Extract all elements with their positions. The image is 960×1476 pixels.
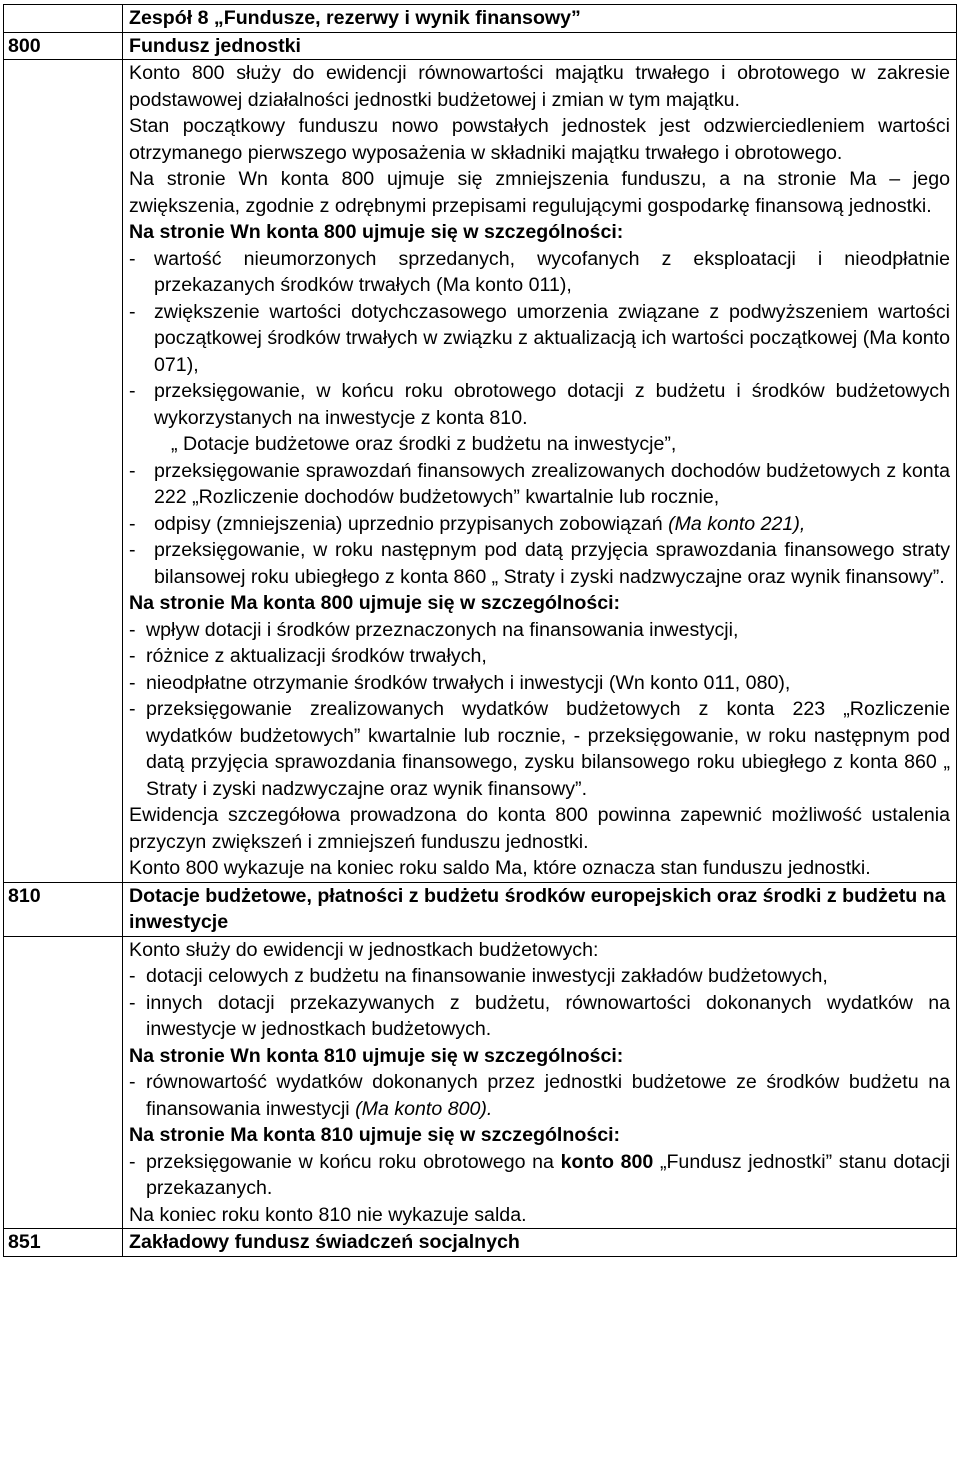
account-800-wn-item-text: odpisy (zmniejszenia) uprzednio przypisanych zobowiązań bbox=[154, 512, 663, 535]
account-810-ma-item-text: przeksięgowanie w końcu roku obrotowego na bbox=[146, 1150, 554, 1173]
account-800-ma-item-text: nieodpłatne otrzymanie środków trwałych i inwestycji (Wn konto 011, 080), bbox=[146, 671, 791, 694]
account-810-ma-item: - przeksięgowanie w końcu roku obrotowego na konto 800 „Fundusz jednostki” stanu dotacji przekazanych. bbox=[129, 1150, 950, 1199]
account-800-wn-item-text: zwiększenie wartości dotychczasowego umorzenia związane z podwyższeniem wartości początkowej środków trwałych w związku z aktualizacją ich wartości początkowej (Ma konto 071), bbox=[154, 300, 950, 376]
account-800-wn-item: - przeksięgowanie sprawozdań finansowych zrealizowanych dochodów budżetowych z konta 222 „Rozliczenie dochodów budżetowych” kwartalnie lub rocznie, bbox=[129, 458, 950, 511]
account-810-wn-item-reference: (Ma konto 800). bbox=[355, 1097, 493, 1120]
account-800-ma-item: - nieodpłatne otrzymanie środków trwałych i inwestycji (Wn konto 011, 080), bbox=[129, 670, 950, 697]
group-title: Zespół 8 „Fundusze, rezerwy i wynik finansowy” bbox=[123, 5, 957, 33]
account-800-ma-item: - różnice z aktualizacji środków trwałych, bbox=[129, 643, 950, 670]
account-810-wn-item: - równowartość wydatków dokonanych przez jednostki budżetowe ze środków budżetu na finansowania inwestycji (Ma konto 800). bbox=[129, 1071, 950, 1120]
account-800-wn-item-text: przeksięgowanie sprawozdań finansowych zrealizowanych dochodów budżetowych z konta 222 „Rozliczenie dochodów budżetowych” kwartalnie lub rocznie, bbox=[154, 459, 950, 508]
account-810-wn-item-text: równowartość wydatków dokonanych przez jednostki budżetowe ze środków budżetu na finansowania inwestycji bbox=[146, 1071, 950, 1120]
account-800-wn-item: - przeksięgowanie, w roku następnym pod datą przyjęcia sprawozdania finansowego straty bilansowej roku ubiegłego z konta 860 „ Straty i zyski nadzwyczajne oraz wynik finansowy”. bbox=[129, 537, 950, 590]
account-851-number: 851 bbox=[4, 1229, 123, 1257]
account-851-title: Zakładowy fundusz świadczeń socjalnych bbox=[123, 1229, 957, 1257]
account-800-wn-item: - odpisy (zmniejszenia) uprzednio przypisanych zobowiązań (Ma konto 221), bbox=[129, 512, 806, 535]
account-810-body-row bbox=[4, 936, 957, 1229]
account-851-header-row bbox=[4, 1229, 957, 1257]
account-800-wn-item-text: przeksięgowanie, w roku następnym pod datą przyjęcia sprawozdania finansowego straty bilansowej roku ubiegłego z konta 860 „ Straty i zyski nadzwyczajne oraz wynik finansowy”. bbox=[154, 539, 950, 588]
account-800-purpose-paragraph: Konto 800 służy do ewidencji równowartości majątku trwałego i obrotowego w zakresie podstawowej działalności jednostki budżetowej i zmian w tym majątku. bbox=[129, 62, 950, 111]
account-800-ma-item: - wpływ dotacji i środków przeznaczonych na finansowania inwestycji, bbox=[129, 617, 950, 644]
account-800-ma-item-text: różnice z aktualizacji środków trwałych, bbox=[146, 645, 487, 667]
account-800-wn-subline: „ Dotacje budżetowe oraz środki z budżetu na inwestycje”, bbox=[171, 433, 677, 455]
account-810-intro-item-text: innych dotacji przekazywanych z budżetu, równowartości dokonanych wydatków na inwestycje w jednostkach budżetowych. bbox=[146, 991, 950, 1040]
account-810-title: Dotacje budżetowe, płatności z budżetu środków europejskich oraz środki z budżetu na inwestycje bbox=[123, 882, 957, 936]
account-800-wn-heading: Na stronie Wn konta 800 ujmuje się w szczególności: bbox=[129, 221, 624, 243]
account-800-detail-paragraph: Ewidencja szczegółowa prowadzona do konta 800 powinna zapewnić możliwość ustalenia przyczyn zwiększeń i zmniejszeń funduszu jednostki. bbox=[129, 804, 950, 853]
account-800-description bbox=[123, 60, 957, 883]
account-800-ma-item: - przeksięgowanie zrealizowanych wydatków budżetowych z konta 223 „Rozliczenie wydatków budżetowych” kwartalnie lub rocznie, - przeksięgowanie, w roku następnym pod datą przyjęcia sprawozdania finansowego, zysku bilansowego roku ubiegłego z konta 860 „ Straty i zyski nadzwyczajne oraz wynik finansowy”. bbox=[129, 696, 950, 802]
account-810-ma-item-account: konto 800 bbox=[560, 1150, 654, 1173]
account-800-wn-item: - przeksięgowanie, w końcu roku obrotowego dotacji z budżetu i środków budżetowych wykorzystanych na inwestycje z konta 810. bbox=[129, 378, 950, 431]
account-800-number: 800 bbox=[4, 32, 123, 60]
group-number-cell bbox=[4, 5, 123, 33]
account-810-intro-item: - innych dotacji przekazywanych z budżetu, równowartości dokonanych wydatków na inwestycje w jednostkach budżetowych. bbox=[129, 990, 950, 1043]
account-810-header-row bbox=[4, 882, 957, 936]
account-810-closing: Na koniec roku konto 810 nie wykazuje salda. bbox=[129, 1203, 527, 1226]
account-800-wn-item-text: przeksięgowanie, w końcu roku obrotowego dotacji z budżetu i środków budżetowych wykorzystanych na inwestycje z konta 810. bbox=[154, 380, 950, 429]
account-800-sides-paragraph: Na stronie Wn konta 800 ujmuje się zmniejszenia funduszu, a na stronie Ma – jego zwiększenia, zgodnie z odrębnymi przepisami regulującymi gospodarkę finansową jednostki. bbox=[129, 168, 950, 217]
account-800-ma-item-text: wpływ dotacji i środków przeznaczonych na finansowania inwestycji, bbox=[146, 618, 739, 641]
account-810-intro-item-text: dotacji celowych z budżetu na finansowanie inwestycji zakładów budżetowych, bbox=[146, 965, 828, 987]
account-800-title: Fundusz jednostki bbox=[123, 32, 957, 60]
account-800-header-row bbox=[4, 32, 957, 60]
account-800-wn-item: - wartość nieumorzonych sprzedanych, wycofanych z eksploatacji i nieodpłatnie przekazanych środków trwałych (Ma konto 011), bbox=[129, 246, 950, 299]
account-800-wn-item: - zwiększenie wartości dotychczasowego umorzenia związane z podwyższeniem wartości początkowej środków trwałych w związku z aktualizacją ich wartości początkowej (Ma konto 071), bbox=[129, 299, 950, 379]
account-800-ma-heading: Na stronie Ma konta 800 ujmuje się w szczególności: bbox=[129, 592, 621, 614]
account-810-body-number-cell bbox=[4, 936, 123, 1229]
account-810-description bbox=[123, 936, 957, 1229]
account-800-opening-balance-paragraph: Stan początkowy funduszu nowo powstałych jednostek jest odzwierciedleniem wartości otrzymanego pierwszego wyposażenia w składniki majątku trwałego i obrotowego. bbox=[129, 115, 950, 164]
group-header-row bbox=[4, 5, 957, 33]
account-800-body-row bbox=[4, 60, 957, 883]
account-800-wn-item-reference: (Ma konto 221), bbox=[668, 512, 806, 535]
account-800-balance-paragraph: Konto 800 wykazuje na koniec roku saldo Ma, które oznacza stan funduszu jednostki. bbox=[129, 857, 871, 879]
account-810-wn-heading: Na stronie Wn konta 810 ujmuje się w szczególności: bbox=[129, 1044, 624, 1067]
account-810-number: 810 bbox=[4, 882, 123, 936]
account-800-ma-item-text: przeksięgowanie zrealizowanych wydatków budżetowych z konta 223 „Rozliczenie wydatków budżetowych” kwartalnie lub rocznie, - przeksięgowanie, w roku następnym pod datą przyjęcia sprawozdania finansowego, zysku bilansowego roku ubiegłego z konta 860 „ Straty i zyski nadzwyczajne oraz wynik finansowy”. bbox=[146, 698, 950, 800]
account-plan-table bbox=[3, 4, 957, 1257]
account-810-ma-heading: Na stronie Ma konta 810 ujmuje się w szczególności: bbox=[129, 1124, 621, 1146]
account-810-ma-item-text-end: „Fundusz jednostki” stanu dotacji przekazanych. bbox=[146, 1150, 950, 1199]
account-800-body-number-cell bbox=[4, 60, 123, 883]
account-800-wn-item-text: wartość nieumorzonych sprzedanych, wycofanych z eksploatacji i nieodpłatnie przekazanych środków trwałych (Ma konto 011), bbox=[154, 247, 950, 296]
account-810-intro-item: - dotacji celowych z budżetu na finansowanie inwestycji zakładów budżetowych, bbox=[129, 963, 950, 990]
account-810-intro: Konto służy do ewidencji w jednostkach budżetowych: bbox=[129, 938, 599, 961]
